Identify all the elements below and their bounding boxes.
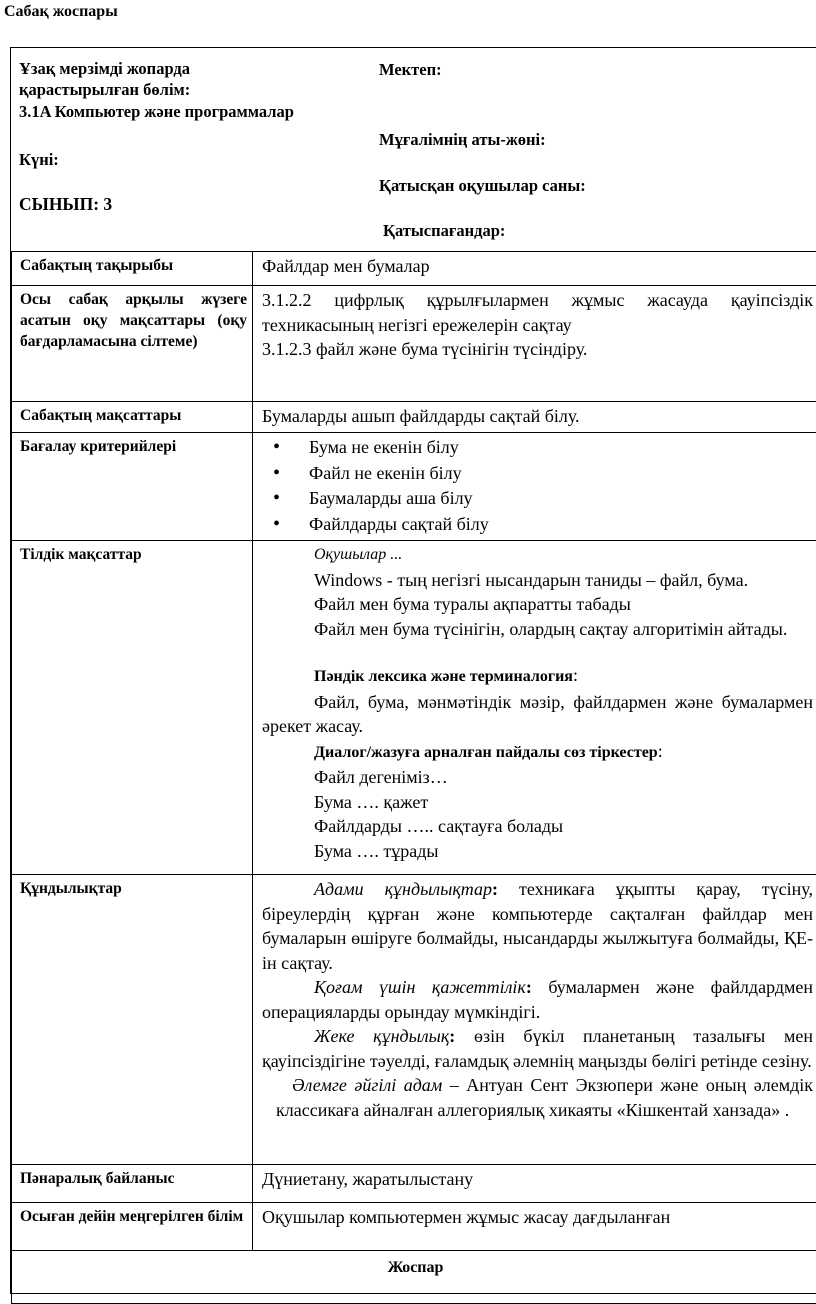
table-row: [12, 1251, 816, 1304]
header-block: [11, 48, 816, 251]
language-objectives-label: Тілдік мақсаттар: [12, 541, 253, 875]
section-label-line2: қарастырылған бөлім:: [19, 79, 190, 100]
section-value: 3.1A Компьютер және программалар: [19, 101, 294, 122]
school-label: Мектеп:: [379, 59, 442, 80]
table-row: [12, 1165, 816, 1203]
learning-objectives-value: [253, 286, 816, 402]
assessment-criteria-value: [253, 433, 816, 541]
list-item: • Баумаларды аша білу: [253, 486, 813, 512]
values-text: – Антуан Сент Экзюпери және оның әлемдік классикаға айналған аллегориялық хикаяты «Кішкентай ханзада» .: [276, 1075, 813, 1120]
table-row: [12, 286, 816, 402]
values-heading: Адами құндылықтар: [314, 879, 492, 899]
phrase-item: Бума …. тұрады: [262, 839, 813, 864]
values-heading: Қоғам үшін қажеттілік: [314, 977, 526, 997]
list-item: • Файл не екенін білу: [253, 461, 813, 487]
table-row: [12, 875, 816, 1165]
day-label: Күні:: [19, 149, 59, 170]
values-text: техникаға ұқыпты қарау, түсіну, біреулердің құрған және компьютерде сақталған файлдар мен бумаларын өшіруге болмайды, нысандарды жылжытуға болмайды, ҚЕ-ін сақтау.: [262, 879, 813, 973]
list-item: • Бума не екенін білу: [253, 435, 813, 461]
topic-label: Сабақтың тақырыбы: [12, 252, 253, 286]
values-value: [253, 875, 816, 1165]
values-paragraph: Адами құндылықтар: техникаға ұқыпты қарау, түсіну, біреулердің құрған және компьютерде сақталған файлдар мен бумаларын өшіруге болмайды, нысандарды жылжытуға болмайды, ҚЕ-ін сақтау.: [262, 877, 813, 975]
table-row: [12, 433, 816, 541]
lesson-goals-value: Бумаларды ашып файлдарды сақтай білу.: [253, 402, 816, 433]
table-row: [12, 252, 816, 286]
list-item: • Файлдарды сақтай білу: [253, 512, 813, 538]
cross-curricular-label: Пәнаралық байланыс: [12, 1165, 253, 1203]
plan-heading: Жоспар: [12, 1251, 816, 1304]
phrase-item: Файлдарды ….. сақтауға болады: [262, 814, 813, 839]
language-line: Windows - тың негізгі нысандарын таниды – файл, бума.: [262, 568, 813, 593]
values-text: өзін бүкіл планетаның тазалығы мен қауіпсіздігіне тәуелді, ғаламдық әлемнің маңызды бөлігі ретінде сезіну.: [262, 1026, 813, 1071]
prior-knowledge-value: Оқушылар компьютермен жұмыс жасау дағдыланған: [253, 1203, 816, 1251]
values-label: Құндылықтар: [12, 875, 253, 1165]
phrases-heading: Диалог/жазуға арналған пайдалы сөз тіркестер: [314, 744, 658, 761]
lesson-plan-frame: [10, 47, 816, 1294]
values-heading: Әлемге әйгілі адам: [292, 1075, 442, 1095]
table-row: [12, 402, 816, 433]
values-paragraph: [262, 1073, 813, 1122]
absent-students-label: Қатыспағандар:: [383, 220, 505, 241]
lesson-goals-label: Сабақтың мақсаттары: [12, 402, 253, 433]
document-title: Сабақ жоспары: [4, 3, 118, 21]
language-objectives-value: Оқушылар ... Windows - тың негізгі нысандарын таниды – файл, бума. Файл мен бума туралы ақпаратты табады Файл мен бума түсінігін, олардың сақтау алгоритімін айтады. Пәндік лексика және терминалогия: Файл, бума, мәнмәтіндік мәзір, файлдармен және бумалармен әрекет жасау. Диалог/жазуға арналған пайдалы сөз тіркестер: Файл дегеніміз… Бума …. қажет Файлдарды ….. сақтауға болады Бума …. тұрады: [253, 541, 816, 875]
present-students-label: Қатысқан оқушылар саны:: [379, 175, 586, 196]
objective-line: 3.1.2.2 цифрлық құрылғылармен жұмыс жасауда қауіпсіздік техникасының негізгі ережелерін сақтау: [262, 288, 813, 337]
section-label-line1: Ұзақ мерзімді жопарда: [19, 58, 190, 79]
values-paragraph: Жеке құндылық: өзін бүкіл планетаның тазалығы мен қауіпсіздігіне тәуелді, ғаламдық әлемнің маңызды бөлігі ретінде сезіну.: [262, 1024, 813, 1073]
students-intro: Оқушылар ...: [262, 543, 813, 568]
language-line: Файл мен бума түсінігін, олардың сақтау алгоритімін айтады.: [262, 617, 813, 642]
objective-line: 3.1.2.3 файл және бума түсінігін түсіндіру.: [262, 337, 813, 362]
lesson-plan-table: [11, 251, 816, 1304]
values-heading: Жеке құндылық: [314, 1026, 449, 1046]
assessment-criteria-label: Бағалау критерийлері: [12, 433, 253, 541]
vocabulary-heading: Пәндік лексика және терминалогия: [314, 668, 573, 685]
topic-value: Файлдар мен бумалар: [253, 252, 816, 286]
criteria-list: [253, 435, 813, 537]
language-line: Файл мен бума туралы ақпаратты табады: [262, 592, 813, 617]
table-row: [12, 1203, 816, 1251]
vocabulary-text: Файл, бума, мәнмәтіндік мәзір, файлдармен және бумалармен әрекет жасау.: [262, 690, 813, 739]
teacher-name-label: Мұғалімнің аты-жөні:: [379, 129, 546, 150]
values-text: бумалармен және файлдардмен операцияларды орындау мүмкіндігі.: [262, 977, 813, 1022]
phrase-item: Бума …. қажет: [262, 790, 813, 815]
values-paragraph: Қоғам үшін қажеттілік: бумалармен және файлдардмен операцияларды орындау мүмкіндігі.: [262, 975, 813, 1024]
class-label: СЫНЫП: 3: [19, 194, 112, 215]
phrase-item: Файл дегеніміз…: [262, 765, 813, 790]
table-row: [12, 541, 816, 875]
cross-curricular-value: Дүниетану, жаратылыстану: [253, 1165, 816, 1203]
learning-objectives-label: Осы сабақ арқылы жүзеге асатын оқу мақсаттары (оқу бағдарламасына сілтеме): [12, 286, 253, 402]
prior-knowledge-label: Осыған дейін меңгерілген білім: [12, 1203, 253, 1251]
